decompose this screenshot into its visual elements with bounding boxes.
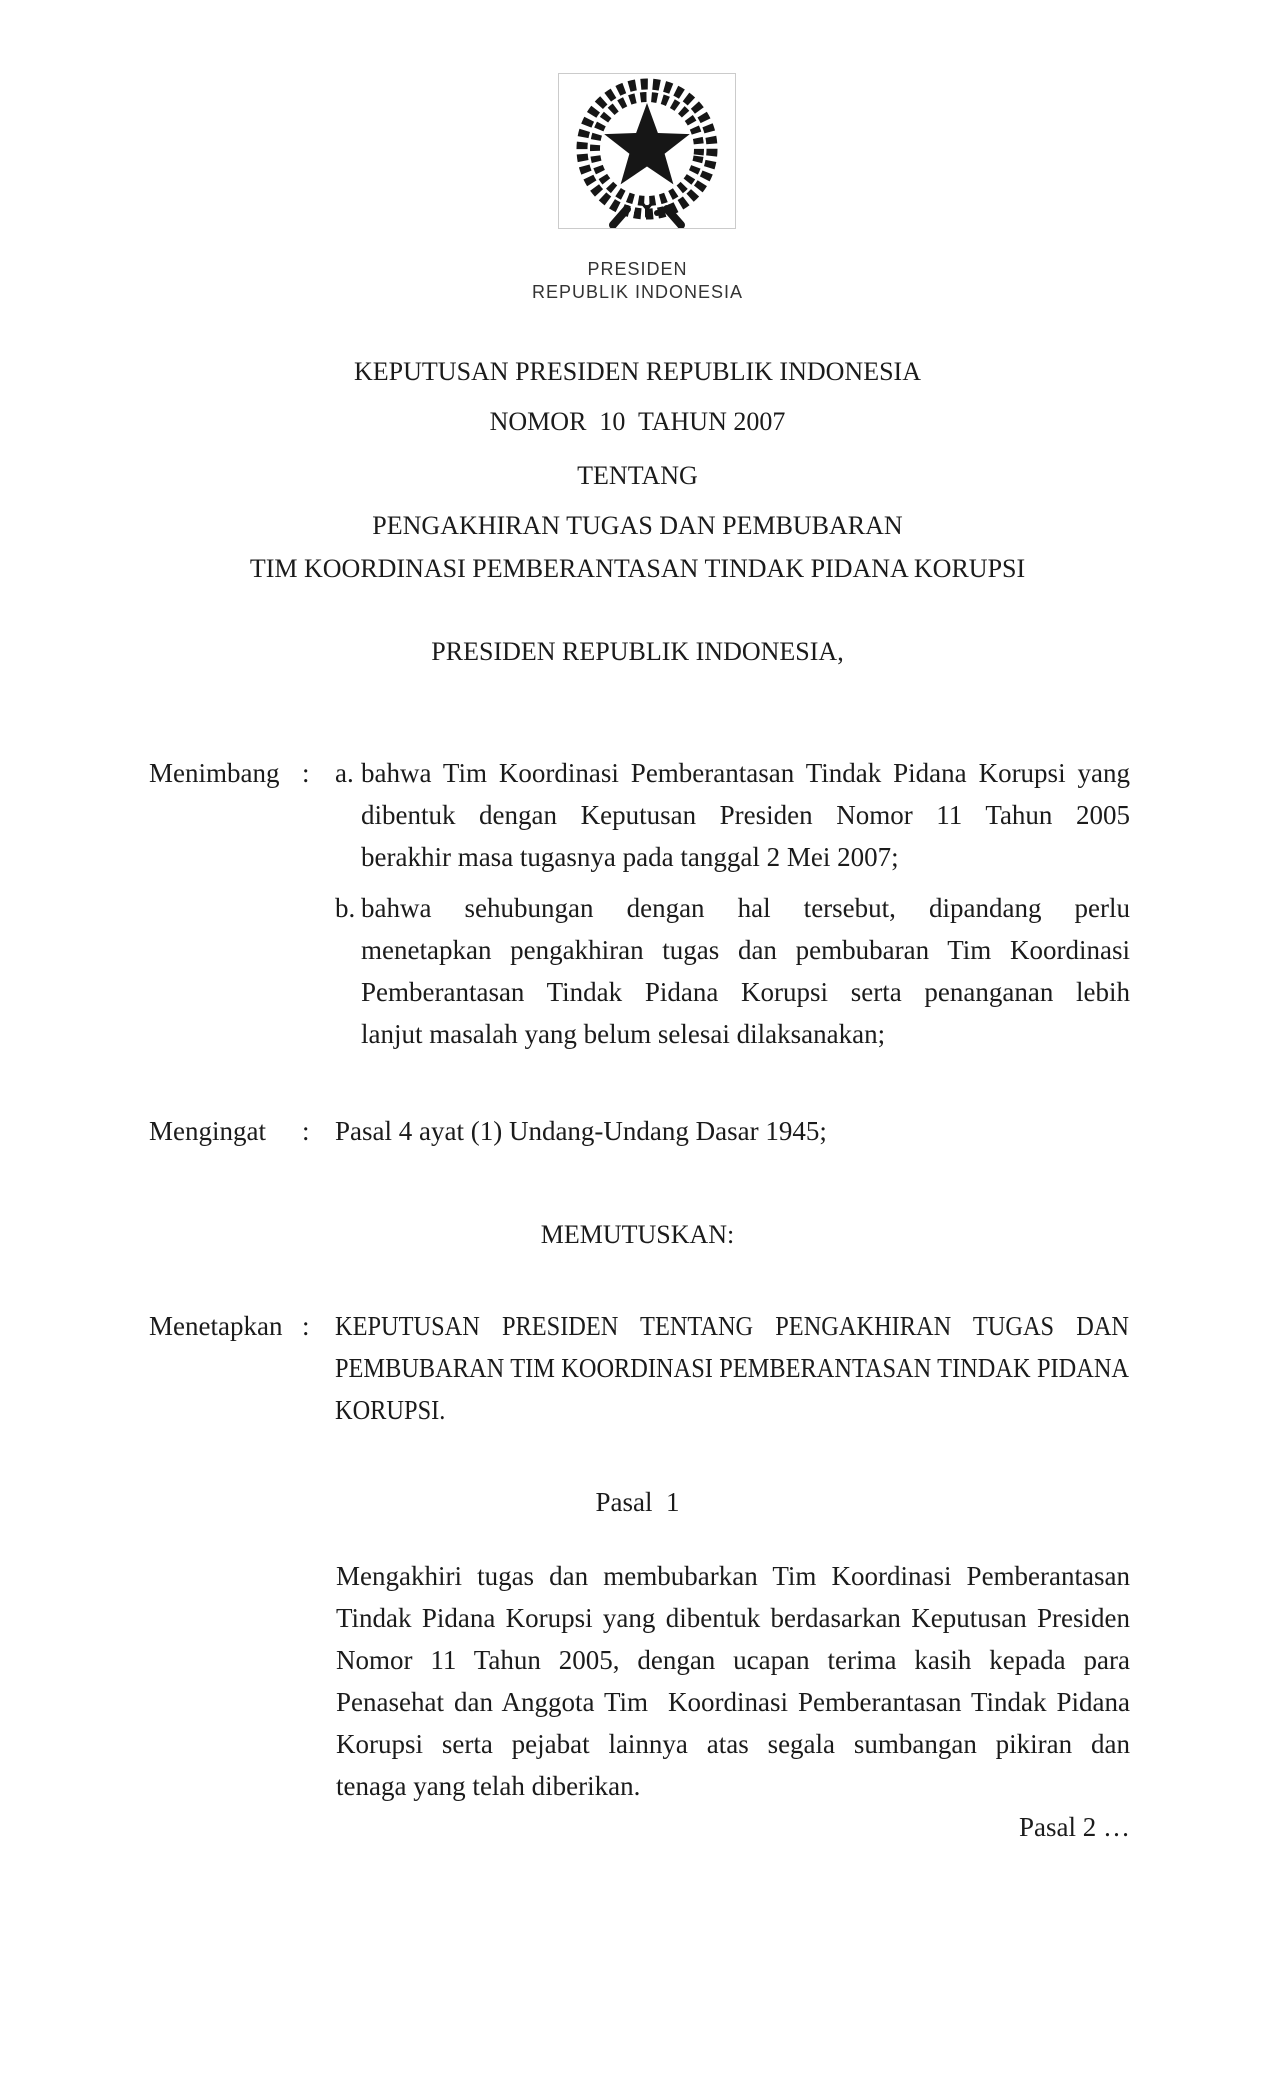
title-line-4: PENGAKHIRAN TUGAS DAN PEMBUBARAN [372, 511, 903, 540]
text-line: KEPUTUSAN PRESIDEN TENTANG PENGAKHIRAN TUGAS DAN [335, 1311, 1130, 1341]
item-b-text [361, 887, 1130, 1055]
text-line: berakhir masa tugasnya pada tanggal 2 Mei 2007; [361, 842, 899, 872]
star-shape [604, 103, 690, 184]
text-line: Korupsi serta pejabat lainnya atas segala sumbangan pikiran dan [336, 1729, 1130, 1759]
letterhead-presiden: PRESIDEN [587, 259, 688, 279]
enactment-section [149, 1305, 1130, 1431]
enactment-label: Menetapkan [149, 1311, 283, 1341]
item-a-text [361, 752, 1130, 878]
considerations-label: Menimbang [149, 758, 280, 788]
letterhead [0, 258, 1275, 304]
letterhead-republik-indonesia: REPUBLIK INDONESIA [531, 282, 744, 302]
text-line: menetapkan pengakhiran tugas dan pembubaran Tim Koordinasi [361, 935, 1130, 965]
star-wreath-icon [559, 74, 735, 228]
considerations-body [335, 752, 1130, 1055]
legal-basis-colon: : [302, 1116, 310, 1146]
text-line: Penasehat dan Anggota Tim Koordinasi Pemberantasan Tindak Pidana [336, 1687, 1130, 1717]
decision-heading: MEMUTUSKAN: [540, 1220, 735, 1249]
text-line: Nomor 11 Tahun 2005, dengan ucapan terima kasih kepada para [336, 1645, 1130, 1675]
title-line-1: KEPUTUSAN PRESIDEN REPUBLIK INDONESIA [354, 357, 921, 386]
text-line: Mengakhiri tugas dan membubarkan Tim Koordinasi Pemberantasan [336, 1561, 1130, 1591]
consideration-item-a [335, 752, 1130, 878]
title-salutation: PRESIDEN REPUBLIK INDONESIA, [431, 637, 844, 666]
text-line: PEMBUBARAN TIM KOORDINASI PEMBERANTASAN TINDAK PIDANA [335, 1353, 1130, 1383]
legal-basis-text: Pasal 4 ayat (1) Undang-Undang Dasar 1945; [335, 1116, 827, 1146]
article-1-paragraph [336, 1555, 1130, 1807]
enactment-colon: : [302, 1311, 310, 1341]
enactment-text [335, 1305, 1130, 1431]
text-line: lanjut masalah yang belum selesai dilaksanakan; [361, 1019, 886, 1049]
text-line: tenaga yang telah diberikan. [336, 1771, 641, 1801]
title-line-5: TIM KOORDINASI PEMBERANTASAN TINDAK PIDANA KORUPSI [249, 554, 1026, 583]
text-line: Pemberantasan Tindak Pidana Korupsi serta penanganan lebih [361, 977, 1130, 1007]
legal-basis-label: Mengingat [149, 1116, 266, 1146]
legal-basis-section [149, 1110, 1130, 1152]
article-1-heading: Pasal 1 [595, 1487, 680, 1517]
text-line: bahwa sehubungan dengan hal tersebut, dipandang perlu [361, 893, 1130, 923]
text-line: bahwa Tim Koordinasi Pemberantasan Tindak Pidana Korupsi yang [361, 758, 1130, 788]
considerations-colon: : [302, 758, 310, 788]
text-line: dibentuk dengan Keputusan Presiden Nomor 11 Tahun 2005 [361, 800, 1130, 830]
title-line-3: TENTANG [577, 461, 698, 490]
item-b-marker: b. [335, 893, 356, 923]
text-line: KORUPSI. [335, 1395, 446, 1425]
item-a-marker: a. [335, 758, 354, 788]
consideration-item-b [335, 887, 1130, 1055]
title-line-2: NOMOR 10 TAHUN 2007 [489, 407, 786, 436]
presidential-emblem [558, 73, 736, 229]
text-line: Tindak Pidana Korupsi yang dibentuk berdasarkan Keputusan Presiden [336, 1603, 1130, 1633]
considerations-section [149, 752, 1130, 1055]
catchword-pasal-2: Pasal 2 … [1019, 1812, 1130, 1842]
